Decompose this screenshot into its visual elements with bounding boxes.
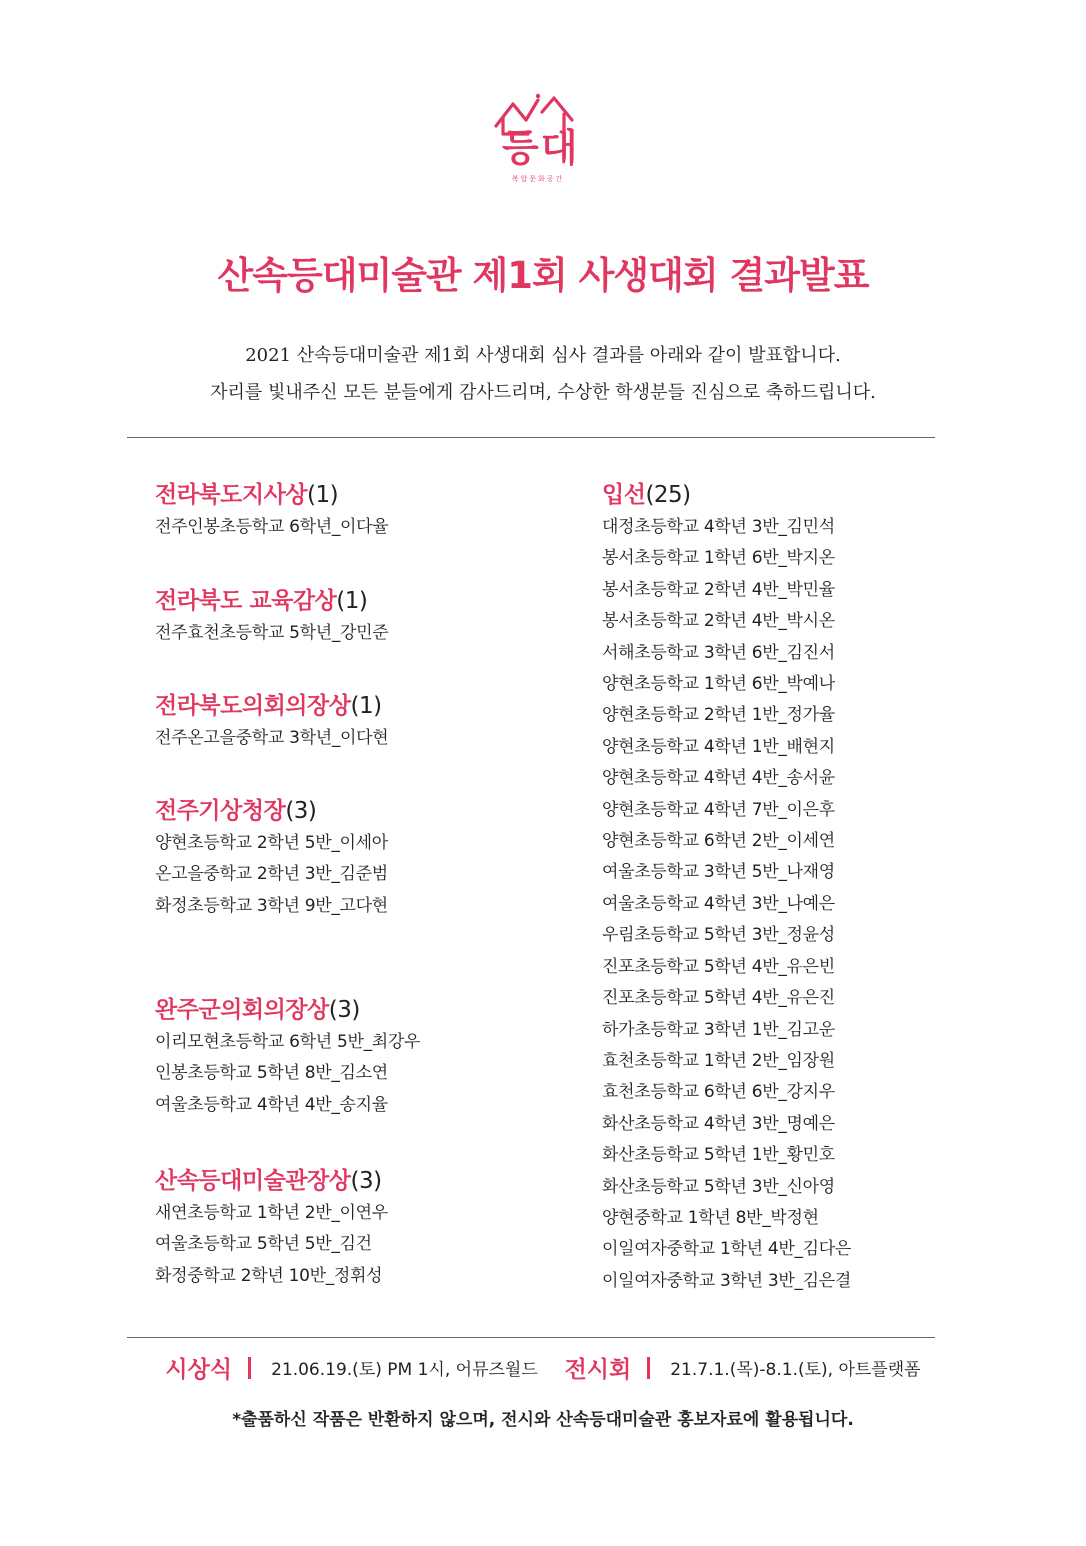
award-count: (3) [328, 997, 360, 1023]
winner: 우림초등학교 5학년 3반_정윤성 [602, 925, 835, 946]
winner: 이일여자중학교 1학년 4반_김다은 [602, 1239, 852, 1260]
award-count: (3) [350, 1168, 382, 1194]
winner: 화정초등학교 3학년 9반_고다현 [155, 895, 388, 916]
winner: 여울초등학교 4학년 3반_나예은 [602, 893, 835, 914]
award-count: (25) [645, 482, 691, 508]
intro-text [0, 337, 1086, 411]
award-name: 산속등대미술관장상 [155, 1168, 351, 1194]
ceremony-value: 21.06.19.(토) PM 1시, 어뮤즈월드 [271, 1360, 538, 1380]
award-name: 입선 [602, 482, 646, 508]
award-name: 전라북도 교육감상 [155, 588, 337, 614]
winner: 진포초등학교 5학년 4반_유은진 [602, 988, 835, 1009]
winner: 양현초등학교 4학년 1반_배현지 [602, 736, 835, 757]
award-title [155, 689, 575, 723]
award-name: 전라북도지사상 [155, 482, 308, 508]
winner: 전주온고을중학교 3학년_이다현 [155, 728, 389, 748]
winner: 봉서초등학교 2학년 4반_박민율 [602, 579, 835, 600]
winner: 봉서초등학교 1학년 6반_박지온 [602, 548, 835, 569]
winner: 양현초등학교 2학년 1반_정가율 [602, 705, 835, 726]
winner: 양현초등학교 4학년 4반_송서윤 [602, 768, 835, 789]
page-title: 산속등대미술관 제1회 사생대회 결과발표 [217, 254, 869, 297]
winner: 이일여자중학교 3학년 3반_김은결 [602, 1270, 852, 1291]
winner: 여울초등학교 3학년 5반_나재영 [602, 862, 835, 883]
winner: 전주인봉초등학교 6학년_이다율 [155, 517, 389, 537]
separator [248, 1357, 251, 1379]
winner-list [602, 512, 1022, 1297]
winner: 여울초등학교 5학년 5반_김건 [155, 1234, 372, 1255]
award-count: (1) [350, 693, 382, 719]
winner: 효천초등학교 6학년 6반_강지우 [602, 1082, 835, 1103]
award-weather-office [155, 794, 575, 922]
award-title [155, 1164, 575, 1198]
winner: 새연초등학교 1학년 2반_이연우 [155, 1203, 388, 1223]
award-title [602, 478, 1022, 512]
winner: 인봉초등학교 5학년 8반_김소연 [155, 1063, 388, 1084]
winner: 화산초등학교 4학년 3반_명예은 [602, 1113, 835, 1134]
winner: 대정초등학교 4학년 3반_김민석 [602, 517, 835, 537]
winner: 양현초등학교 2학년 5반_이세아 [155, 833, 388, 853]
top-divider [127, 437, 935, 438]
winner: 양현초등학교 1학년 6반_박예나 [602, 674, 835, 695]
winner: 효천초등학교 1학년 2반_임장원 [602, 1050, 835, 1071]
winner: 이리모현초등학교 6학년 5반_최강우 [155, 1032, 421, 1052]
award-count: (3) [285, 798, 317, 824]
bottom-divider [127, 1337, 935, 1338]
winner: 양현중학교 1학년 8반_박정현 [602, 1207, 819, 1228]
award-count: (1) [307, 482, 339, 508]
award-title [155, 794, 575, 828]
exhibition-label: 전시회 [564, 1357, 632, 1383]
winner: 양현초등학교 6학년 2반_이세연 [602, 831, 835, 852]
award-count: (1) [336, 588, 368, 614]
winner: 화산초등학교 5학년 1반_황민호 [602, 1145, 835, 1166]
winner: 봉서초등학교 2학년 4반_박시온 [602, 611, 835, 632]
award-title [155, 993, 575, 1027]
winner: 하가초등학교 3학년 1반_김고운 [602, 1019, 835, 1040]
award-name: 전라북도의회의장상 [155, 693, 351, 719]
winner: 양현초등학교 4학년 7반_이은후 [602, 799, 835, 820]
event-info [0, 1351, 1086, 1384]
ceremony-label: 시상식 [165, 1357, 233, 1383]
footnote: *출품하신 작품은 반환하지 않으며, 전시와 산속등대미술관 홍보자료에 활용됩니다. [232, 1410, 854, 1430]
award-museum-director [155, 1164, 575, 1292]
winner: 화산초등학교 5학년 3반_신아영 [602, 1176, 835, 1197]
award-superintendent [155, 584, 575, 649]
winner: 서해초등학교 3학년 6반_김진서 [602, 642, 835, 663]
award-governor [155, 478, 575, 543]
winner: 온고을중학교 2학년 3반_김준범 [155, 864, 388, 885]
logo-subtitle: 복합문화공간 [511, 175, 565, 183]
winner: 여울초등학교 4학년 4반_송지율 [155, 1094, 388, 1115]
separator [647, 1357, 650, 1379]
exhibition-value: 21.7.1.(목)-8.1.(토), 아트플랫폼 [670, 1360, 921, 1380]
winner: 화정중학교 2학년 10반_정휘성 [155, 1265, 383, 1286]
intro-line-1: 2021 산속등대미술관 제1회 사생대회 심사 결과를 아래와 같이 발표합니다. [245, 345, 841, 366]
award-title [155, 478, 575, 512]
award-name: 완주군의회의장상 [155, 997, 329, 1023]
award-wanju-council [155, 993, 575, 1121]
award-honorable-mention [602, 478, 1022, 1297]
logo-text: 등대 [502, 126, 580, 170]
intro-line-2: 자리를 빛내주신 모든 분들에게 감사드리며, 수상한 학생분들 진심으로 축하드립니다. [210, 382, 876, 403]
award-council-chair [155, 689, 575, 754]
award-name: 전주기상청장 [155, 798, 286, 824]
winner: 진포초등학교 5학년 4반_유은빈 [602, 956, 835, 977]
lighthouse-logo [488, 90, 598, 185]
winner: 전주효천초등학교 5학년_강민준 [155, 623, 389, 643]
award-title [155, 584, 575, 618]
